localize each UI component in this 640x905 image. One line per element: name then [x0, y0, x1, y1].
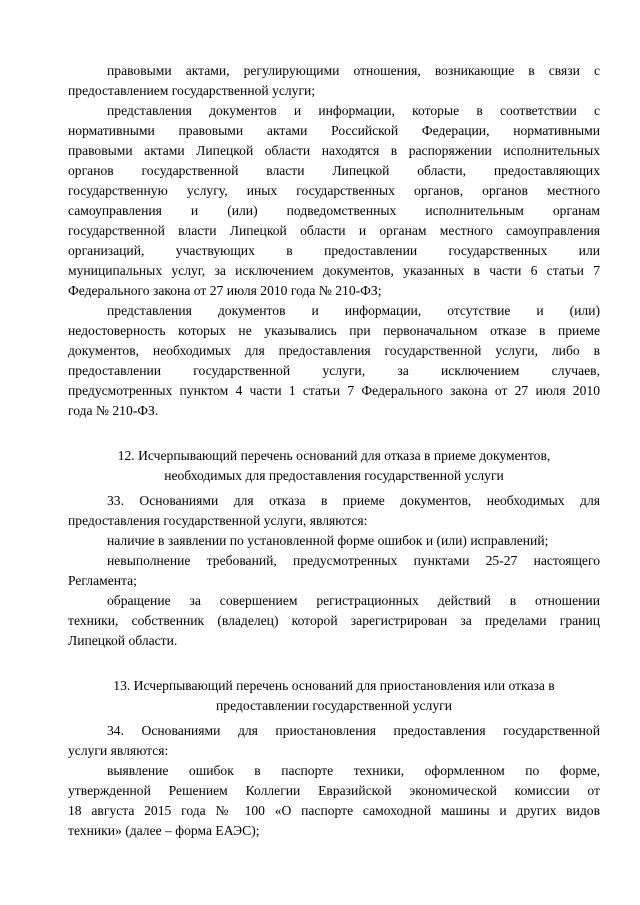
paragraph-line: выявление ошибок в паспорте техники, оформленном по форме, — [107, 763, 600, 778]
paragraph-line: 18 августа 2015 года № 100 «О паспорте самоходной машины и других видов — [68, 803, 600, 818]
paragraph-line: нормативными правовыми актами Российской Федерации, нормативными — [68, 123, 600, 138]
paragraph-line: самоуправления и (или) подведомственных исполнительным органам — [68, 203, 600, 218]
section-heading-line: предоставлении государственной услуги — [216, 698, 452, 713]
paragraph-line: Регламента; — [68, 573, 137, 588]
paragraph-line: государственной власти Липецкой области и органам местного самоуправления — [68, 223, 600, 238]
paragraph-line: предоставлении государственной услуги, за исключением случаев, — [68, 363, 600, 378]
paragraph-line: недостоверность которых не указывались при первоначальном отказе в приеме — [68, 323, 600, 338]
section-heading-line: 12. Исчерпывающий перечень оснований для отказа в приеме документов, — [117, 448, 551, 463]
paragraph-line: 34. Основаниями для приостановления предоставления государственной — [107, 723, 600, 738]
paragraph-line: наличие в заявлении по установленной форме ошибок и (или) исправлений; — [107, 533, 549, 548]
paragraph-line: документов, необходимых для предоставления государственной услуги, либо в — [68, 343, 600, 358]
paragraph-line: техники, собственник (владелец) которой зарегистрирован за пределами границ — [68, 613, 600, 628]
paragraph-line: предоставления государственной услуги, являются: — [68, 513, 368, 528]
section-heading-line: необходимых для предоставления государственной услуги — [164, 468, 504, 483]
paragraph-line: обращение за совершением регистрационных действий в отношении — [107, 593, 600, 608]
paragraph-line: предоставлением государственной услуги; — [68, 83, 316, 98]
paragraph-line: органов государственной власти Липецкой области, предоставляющих — [68, 163, 600, 178]
paragraph-line: муниципальных услуг, за исключением документов, указанных в части 6 статьи 7 — [68, 263, 600, 278]
paragraph-line: года № 210-ФЗ. — [68, 403, 159, 418]
paragraph-line: государственную услугу, иных государственных органов, органов местного — [68, 183, 600, 198]
paragraph-line: Федерального закона от 27 июля 2010 года № 210-ФЗ; — [68, 283, 382, 298]
paragraph-line: представления документов и информации, отсутствие и (или) — [107, 303, 600, 318]
paragraph-line: правовыми актами, регулирующими отношения, возникающие в связи с — [107, 63, 600, 78]
paragraph-line: невыполнение требований, предусмотренных пунктами 25-27 настоящего — [107, 553, 600, 568]
paragraph-line: предусмотренных пунктом 4 части 1 статьи 7 Федерального закона от 27 июля 2010 — [68, 383, 600, 398]
paragraph-line: представления документов и информации, которые в соответствии с — [107, 103, 600, 118]
paragraph-line: организаций, участвующих в предоставлении государственных или — [68, 243, 600, 258]
paragraph-line: утвержденной Решением Коллегии Евразийской экономической комиссии от — [68, 783, 600, 798]
paragraph-line: техники» (далее – форма ЕАЭС); — [68, 823, 260, 838]
paragraph-line: правовыми актами Липецкой области находятся в распоряжении исполнительных — [68, 143, 600, 158]
paragraph-line: 33. Основаниями для отказа в приеме документов, необходимых для — [107, 493, 600, 508]
paragraph-line: услуги являются: — [68, 743, 169, 758]
section-heading-line: 13. Исчерпывающий перечень оснований для приостановления или отказа в — [113, 678, 555, 693]
paragraph-line: Липецкой области. — [68, 633, 178, 648]
